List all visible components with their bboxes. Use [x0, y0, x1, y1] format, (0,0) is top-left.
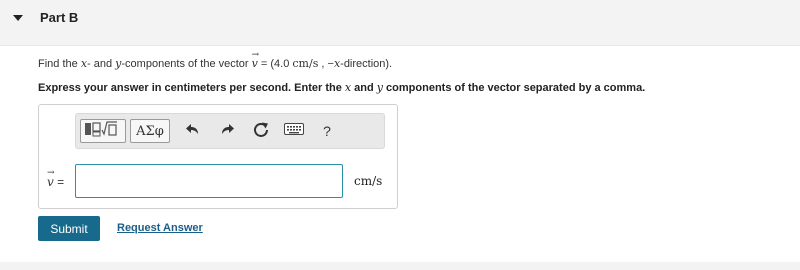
reset-icon: [253, 121, 269, 142]
vector-v-symbol: → v: [251, 50, 260, 70]
answer-instructions: Express your answer in centimeters per second. Enter the x and y components of the vector separated by a comma.: [38, 81, 646, 94]
vector-arrow-icon: →: [47, 168, 55, 178]
redo-button[interactable]: [216, 119, 238, 143]
answer-unit: cm/s: [354, 174, 383, 188]
answer-box: [38, 104, 398, 209]
collapse-triangle-icon[interactable]: [10, 11, 26, 25]
part-title: Part B: [40, 10, 79, 25]
vector-arrow-icon: →: [251, 50, 260, 60]
math-toolbar: [75, 113, 385, 149]
templates-icon: [83, 120, 123, 143]
templates-button[interactable]: [80, 119, 126, 143]
answer-variable-label: → v =: [47, 168, 65, 189]
question-prompt: Find the x- and y-components of the vector → v = (4.0 cm/s , −x-direction).: [38, 50, 393, 70]
request-answer-link[interactable]: Request Answer: [117, 222, 203, 234]
undo-button[interactable]: [182, 119, 204, 143]
redo-icon: [219, 121, 235, 142]
answer-input[interactable]: [75, 164, 343, 198]
reset-button[interactable]: [250, 119, 272, 143]
help-button[interactable]: ?: [323, 123, 331, 139]
bottom-bar: [0, 262, 800, 270]
symbols-button[interactable]: ΑΣφ: [130, 119, 170, 143]
submit-button[interactable]: Submit: [38, 216, 100, 241]
keyboard-button[interactable]: [282, 119, 306, 143]
undo-icon: [185, 121, 201, 142]
part-header: [0, 0, 800, 46]
keyboard-icon: [284, 122, 304, 141]
